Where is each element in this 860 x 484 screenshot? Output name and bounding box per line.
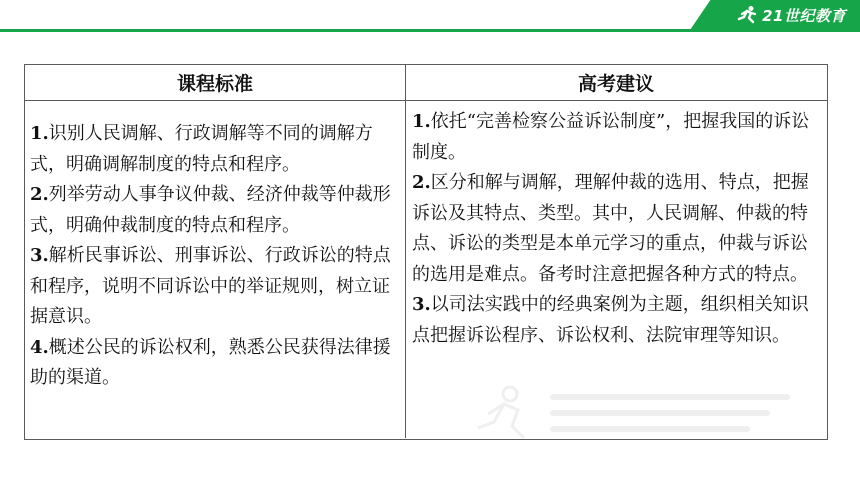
table-header-row <box>25 65 827 101</box>
advice-item: 2.区分和解与调解，理解仲裁的选用、特点，把握诉讼及其特点、类型。其中，人民调解、仲裁的特点、诉讼的类型是本单元学习的重点，仲裁与诉讼的选用是难点。备考时注意把握各种方式的特点。 <box>412 172 809 285</box>
brand-logo <box>736 4 846 26</box>
standard-item: 1.识别人民调解、行政调解等不同的调解方式，明确调解制度的特点和程序。 <box>30 123 373 175</box>
advice-item: 3.以司法实践中的经典案例为主题，组织相关知识点把握诉讼程序、诉讼权利、法院审理等知识。 <box>412 294 809 346</box>
standard-item: 4.概述公民的诉讼权利，熟悉公民获得法律援助的渠道。 <box>30 336 391 388</box>
standards-table <box>24 64 828 440</box>
runner-icon <box>736 5 758 25</box>
column-header-exam-advice: 高考建议 <box>577 73 654 95</box>
standard-item: 2.列举劳动人事争议仲裁、经济仲裁等仲裁形式，明确仲裁制度的特点和程序。 <box>30 184 391 236</box>
standard-item: 3.解析民事诉讼、刑事诉讼、行政诉讼的特点和程序，说明不同诉讼中的举证规则，树立证据意识。 <box>30 245 391 327</box>
logo-text: 21世纪教育 <box>762 6 846 25</box>
advice-item: 1.依托“完善检察公益诉讼制度”，把握我国的诉讼制度。 <box>412 111 810 163</box>
exam-advice-cell <box>406 101 826 438</box>
curriculum-standard-cell <box>25 101 406 438</box>
table-body-row <box>25 101 827 438</box>
column-header-curriculum-standard: 课程标准 <box>25 65 406 100</box>
